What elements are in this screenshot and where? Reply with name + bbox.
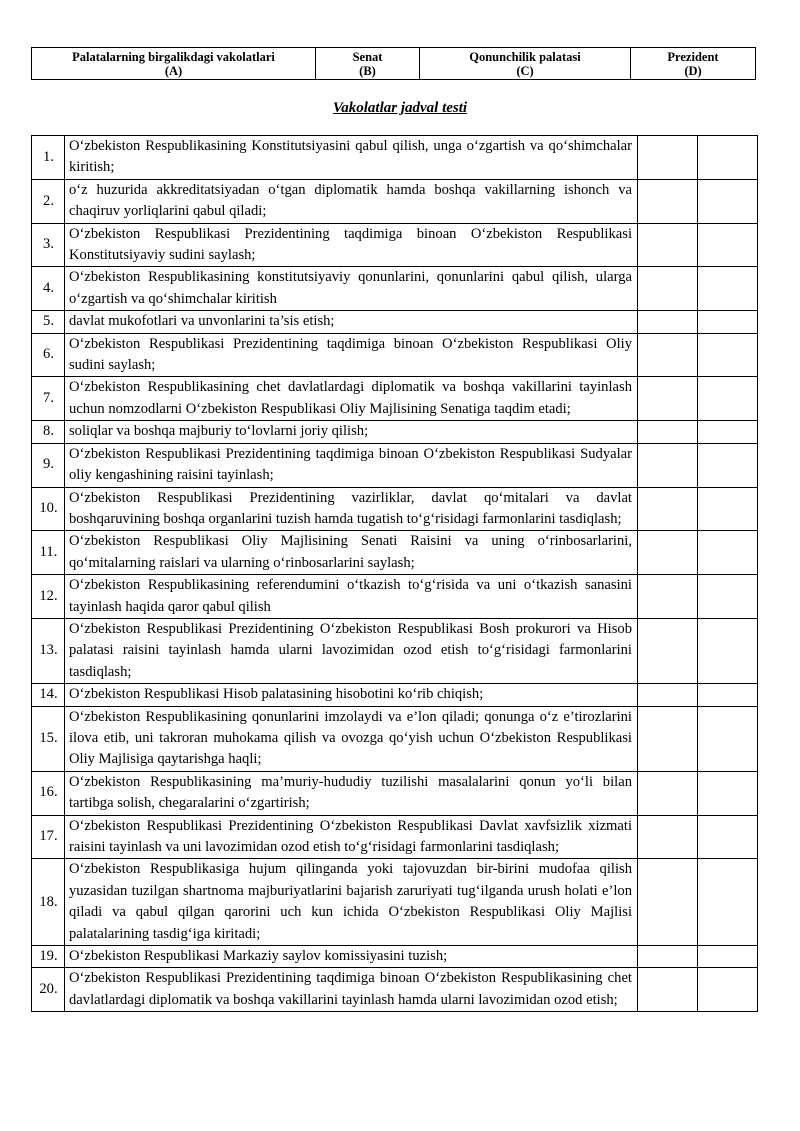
legend-cell-c — [420, 48, 631, 80]
answer-cell-1[interactable] — [638, 267, 698, 311]
answer-cell-1[interactable] — [638, 487, 698, 531]
answer-cell-1[interactable] — [638, 179, 698, 223]
row-text: O‘zbekiston Respublikasining chet davlatlardagi diplomatik va boshqa vakillarini tayinlash uchun nomzodlarni O‘zbekiston Respublikasi Oliy Majlisining Senatiga taqdim etadi; — [65, 377, 638, 421]
row-text: O‘zbekiston Respublikasiga hujum qilinganda yoki tajovuzdan bir-birini mudofaa qilish yuzasidan tuzilgan shartnoma majburiyatlarini bajarish zaruriyati tug‘ilganda urush holati e’lon qiladi va qabul qilgan qarorini uch kun ichida O‘zbekiston Respublikasi Oliy Majlisi palatalarining tasdig‘iga kiritadi; — [65, 859, 638, 946]
row-text: O‘zbekiston Respublikasi Markaziy saylov komissiyasini tuzish; — [65, 946, 638, 968]
table-row — [32, 223, 758, 267]
row-number: 16. — [32, 771, 65, 815]
row-text: O‘zbekiston Respublikasi Prezidentining O‘zbekiston Respublikasi Bosh prokurori va Hisob palatasi raisini tayinlash hamda ularni lavozimidan ozod etish to‘g‘risidagi farmonlarini tasdiqlash; — [65, 618, 638, 683]
row-number: 15. — [32, 706, 65, 771]
legend-row — [32, 48, 756, 80]
table-row — [32, 487, 758, 531]
table-row — [32, 531, 758, 575]
table-row — [32, 815, 758, 859]
row-number: 3. — [32, 223, 65, 267]
table-row — [32, 443, 758, 487]
answer-cell-1[interactable] — [638, 859, 698, 946]
answer-cell-2[interactable] — [698, 487, 758, 531]
table-row — [32, 267, 758, 311]
answer-cell-1[interactable] — [638, 223, 698, 267]
row-text: O‘zbekiston Respublikasining ma’muriy-hududiy tuzilishi masalalarini qonun yo‘li bilan tartibga solish, chegaralarini o‘zgartirish; — [65, 771, 638, 815]
table-row — [32, 311, 758, 333]
row-number: 11. — [32, 531, 65, 575]
row-number: 8. — [32, 421, 65, 443]
powers-table-body — [32, 136, 758, 1012]
answer-cell-2[interactable] — [698, 136, 758, 180]
row-text: O‘zbekiston Respublikasi Prezidentining taqdimiga binoan O‘zbekiston Respublikasi Sudyalar oliy kengashining raisini tayinlash; — [65, 443, 638, 487]
answer-cell-2[interactable] — [698, 267, 758, 311]
table-row — [32, 618, 758, 683]
answer-cell-2[interactable] — [698, 531, 758, 575]
answer-cell-2[interactable] — [698, 946, 758, 968]
row-number: 2. — [32, 179, 65, 223]
row-text: O‘zbekiston Respublikasining qonunlarini imzolaydi va e’lon qiladi; qonunga o‘z e’tirozlarini ilova etib, uni takroran muhokama qilish va ovozga qo‘yish uchun O‘zbekiston Respublikasi Oliy Majlisiga qaytarishga haqli; — [65, 706, 638, 771]
row-text: O‘zbekiston Respublikasi Hisob palatasining hisobotini ko‘rib chiqish; — [65, 684, 638, 706]
legend-cell-d — [631, 48, 756, 80]
answer-cell-1[interactable] — [638, 815, 698, 859]
answer-cell-1[interactable] — [638, 421, 698, 443]
row-number: 9. — [32, 443, 65, 487]
table-row — [32, 421, 758, 443]
row-number: 14. — [32, 684, 65, 706]
table-row — [32, 333, 758, 377]
answer-cell-2[interactable] — [698, 815, 758, 859]
answer-cell-1[interactable] — [638, 968, 698, 1012]
answer-cell-2[interactable] — [698, 443, 758, 487]
legend-label: Senat — [352, 49, 383, 64]
answer-cell-1[interactable] — [638, 618, 698, 683]
row-number: 20. — [32, 968, 65, 1012]
legend-label: Palatalarning birgalikdagi vakolatlari — [72, 49, 275, 64]
table-row — [32, 179, 758, 223]
row-text: O‘zbekiston Respublikasining Konstitutsiyasini qabul qilish, unga o‘zgartish va qo‘shimchalar kiritish; — [65, 136, 638, 180]
answer-cell-2[interactable] — [698, 706, 758, 771]
answer-cell-2[interactable] — [698, 377, 758, 421]
legend-code: (A) — [164, 63, 183, 78]
page-title: Vakolatlar jadval testi — [332, 100, 468, 116]
legend-code: (D) — [684, 63, 702, 78]
answer-cell-1[interactable] — [638, 377, 698, 421]
row-number: 18. — [32, 859, 65, 946]
row-number: 4. — [32, 267, 65, 311]
table-row — [32, 771, 758, 815]
row-number: 13. — [32, 618, 65, 683]
row-text: O‘zbekiston Respublikasining referendumini o‘tkazish to‘g‘risida va uni o‘tkazish sanasini tayinlash haqida qaror qabul qilish — [65, 575, 638, 619]
row-text: O‘zbekiston Respublikasi Prezidentining taqdimiga binoan O‘zbekiston Respublikasi Konstitutsiyaviy sudini saylash; — [65, 223, 638, 267]
table-row — [32, 377, 758, 421]
legend-code: (C) — [516, 63, 534, 78]
legend-label: Qonunchilik palatasi — [469, 49, 581, 64]
row-number: 7. — [32, 377, 65, 421]
table-row — [32, 946, 758, 968]
answer-cell-2[interactable] — [698, 179, 758, 223]
legend-table — [31, 47, 756, 80]
answer-cell-2[interactable] — [698, 684, 758, 706]
row-text: O‘zbekiston Respublikasi Prezidentining vazirliklar, davlat qo‘mitalari va davlat boshqaruvining boshqa organlarini tuzish hamda tugatish to‘g‘risidagi farmonlarini tasdiqlash; — [65, 487, 638, 531]
row-number: 12. — [32, 575, 65, 619]
row-text: O‘zbekiston Respublikasi Oliy Majlisining Senati Raisini va uning o‘rinbosarlarini, qo‘mitalarning raislari va ularning o‘rinbosarlarini saylash; — [65, 531, 638, 575]
answer-cell-2[interactable] — [698, 618, 758, 683]
row-number: 17. — [32, 815, 65, 859]
answer-cell-2[interactable] — [698, 575, 758, 619]
legend-label: Prezident — [667, 49, 719, 64]
answer-cell-1[interactable] — [638, 136, 698, 180]
row-text: O‘zbekiston Respublikasi Prezidentining O‘zbekiston Respublikasi Davlat xavfsizlik xizmati raisini tayinlash va uni lavozimidan ozod etish to‘g‘risidagi farmonlarini tasdiqlash; — [65, 815, 638, 859]
table-row — [32, 859, 758, 946]
answer-cell-1[interactable] — [638, 575, 698, 619]
legend-cell-b — [316, 48, 420, 80]
row-text: O‘zbekiston Respublikasining konstitutsiyaviy qonunlarini, qonunlarini qabul qilish, ularga o‘zgartish va qo‘shimchalar kiritish — [65, 267, 638, 311]
answer-cell-1[interactable] — [638, 684, 698, 706]
answer-cell-1[interactable] — [638, 311, 698, 333]
table-row — [32, 706, 758, 771]
table-row — [32, 136, 758, 180]
row-number: 1. — [32, 136, 65, 180]
row-number: 6. — [32, 333, 65, 377]
row-text: soliqlar va boshqa majburiy to‘lovlarni joriy qilish; — [65, 421, 638, 443]
answer-cell-1[interactable] — [638, 443, 698, 487]
legend-cell-a — [32, 48, 316, 80]
answer-cell-2[interactable] — [698, 859, 758, 946]
answer-cell-2[interactable] — [698, 333, 758, 377]
row-number: 5. — [32, 311, 65, 333]
row-text: O‘zbekiston Respublikasi Prezidentining taqdimiga binoan O‘zbekiston Respublikasi Oliy sudini saylash; — [65, 333, 638, 377]
row-number: 10. — [32, 487, 65, 531]
answer-cell-1[interactable] — [638, 531, 698, 575]
powers-table — [31, 135, 758, 1012]
legend-code: (B) — [359, 63, 376, 78]
row-text: O‘zbekiston Respublikasi Prezidentining taqdimiga binoan O‘zbekiston Respublikasining chet davlatlardagi diplomatik va boshqa vakillarini tayinlash hamda ularni lavozimidan ozod etish; — [65, 968, 638, 1012]
answer-cell-1[interactable] — [638, 706, 698, 771]
answer-cell-1[interactable] — [638, 771, 698, 815]
answer-cell-2[interactable] — [698, 311, 758, 333]
row-text: davlat mukofotlari va unvonlarini ta’sis etish; — [65, 311, 638, 333]
table-row — [32, 968, 758, 1012]
answer-cell-2[interactable] — [698, 223, 758, 267]
answer-cell-2[interactable] — [698, 771, 758, 815]
table-row — [32, 684, 758, 706]
row-number: 19. — [32, 946, 65, 968]
answer-cell-1[interactable] — [638, 946, 698, 968]
table-row — [32, 575, 758, 619]
answer-cell-2[interactable] — [698, 968, 758, 1012]
answer-cell-1[interactable] — [638, 333, 698, 377]
answer-cell-2[interactable] — [698, 421, 758, 443]
row-text: o‘z huzurida akkreditatsiyadan o‘tgan diplomatik hamda boshqa vakillarning ishonch va chaqiruv yorliqlarini qabul qiladi; — [65, 179, 638, 223]
